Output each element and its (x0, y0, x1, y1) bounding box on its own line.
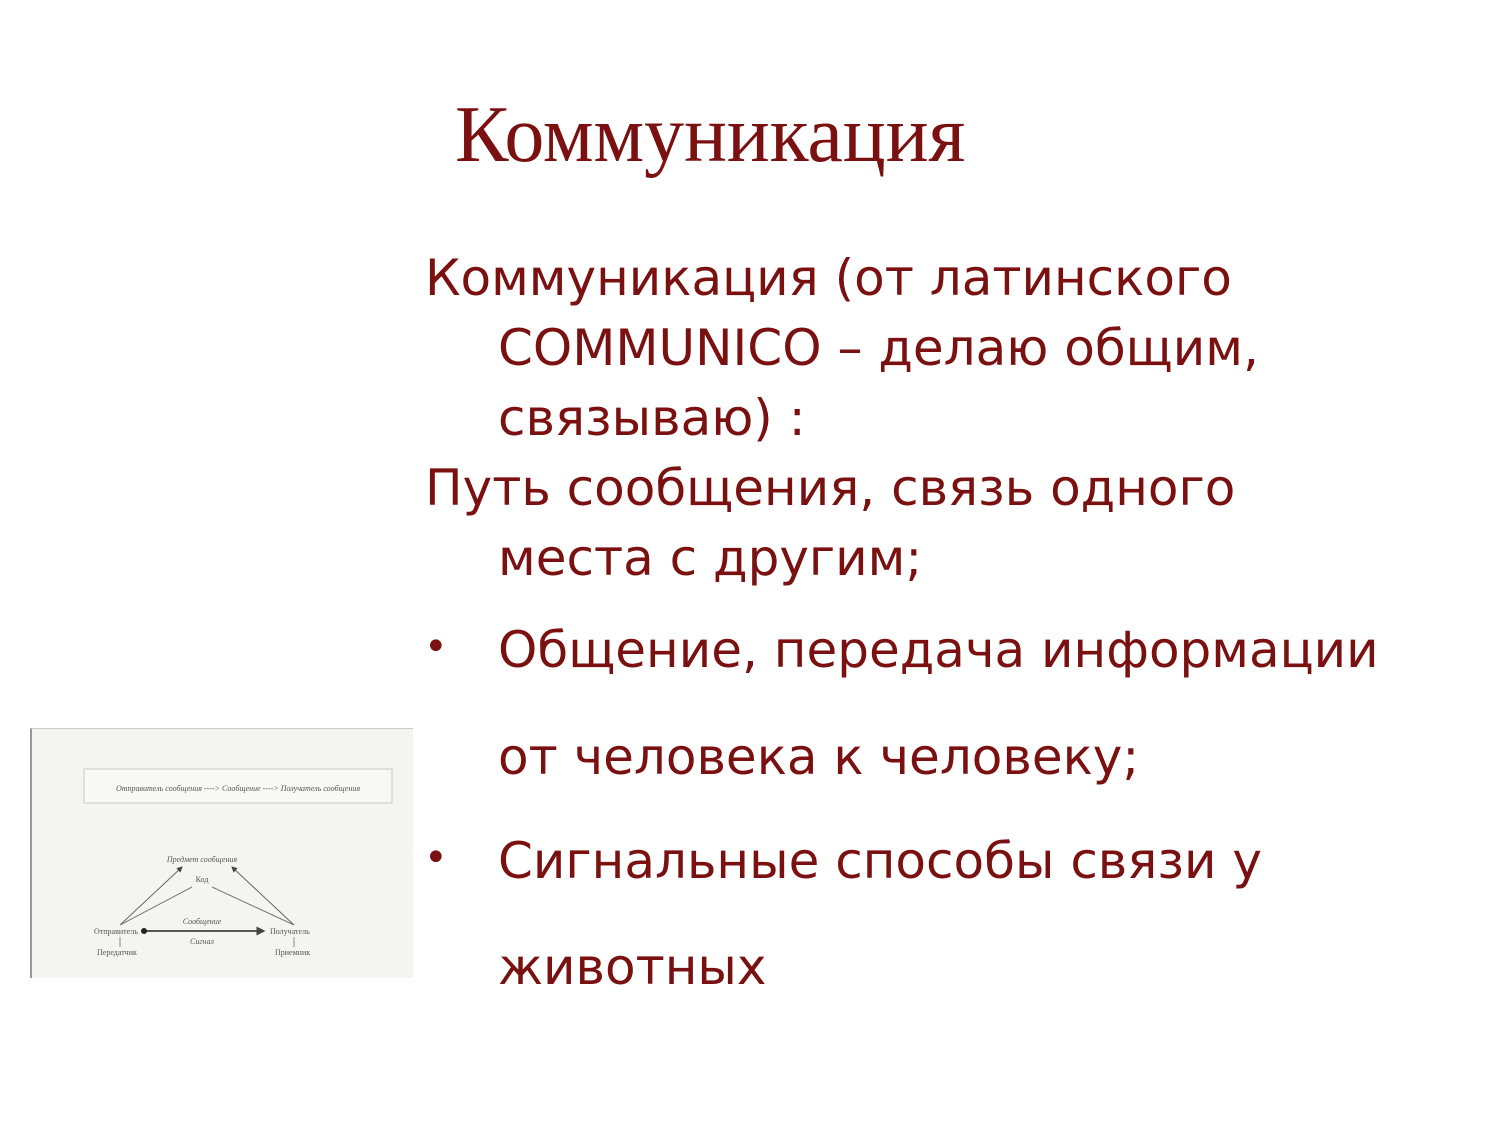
definition-line-1: Коммуникация (от латинского (425, 249, 1232, 307)
path-line-2: места с другим; (498, 529, 923, 587)
diagram-receiver-device-label: Приемник (275, 948, 311, 957)
diagram-header-text: Отправитель сообщения ----> Сообщение ----> Получатель сообщения (115, 784, 361, 793)
diagram-receiver-label: Получатель (270, 927, 310, 936)
diagram-code-label: Код (195, 875, 209, 884)
diagram-line-receiver-subject (232, 867, 294, 925)
diagram-message-label: Сообщение (182, 917, 222, 926)
diagram-subject-label: Предмет сообщения (166, 855, 238, 864)
diagram-transmitter-label: Передатчик (97, 948, 137, 957)
definition-line-3: связываю) : (498, 389, 806, 447)
bullet-1-line-1: Общение, передача информации (498, 621, 1379, 679)
bullet-2-line-1: Сигнальные способы связи у (498, 832, 1262, 890)
communication-diagram-svg (32, 729, 415, 979)
bullet-marker-2: • (424, 835, 448, 881)
slide-title: Коммуникация (455, 91, 966, 179)
diagram-signal-label: Сигнал (190, 937, 214, 946)
communication-diagram (30, 728, 413, 978)
bullet-marker-1: • (424, 624, 448, 670)
diagram-line-sender-subject (120, 867, 182, 925)
diagram-sender-label: Отправитель (94, 927, 138, 936)
diagram-line-receiver-code (212, 887, 294, 925)
definition-line-2: COMMUNICO – делаю общим, (498, 319, 1259, 377)
bullet-1-line-2: от человека к человеку; (498, 728, 1140, 786)
path-line-1: Путь сообщения, связь одного (425, 459, 1236, 517)
bullet-2-line-2: животных (498, 938, 767, 996)
diagram-line-sender-code (120, 887, 192, 925)
